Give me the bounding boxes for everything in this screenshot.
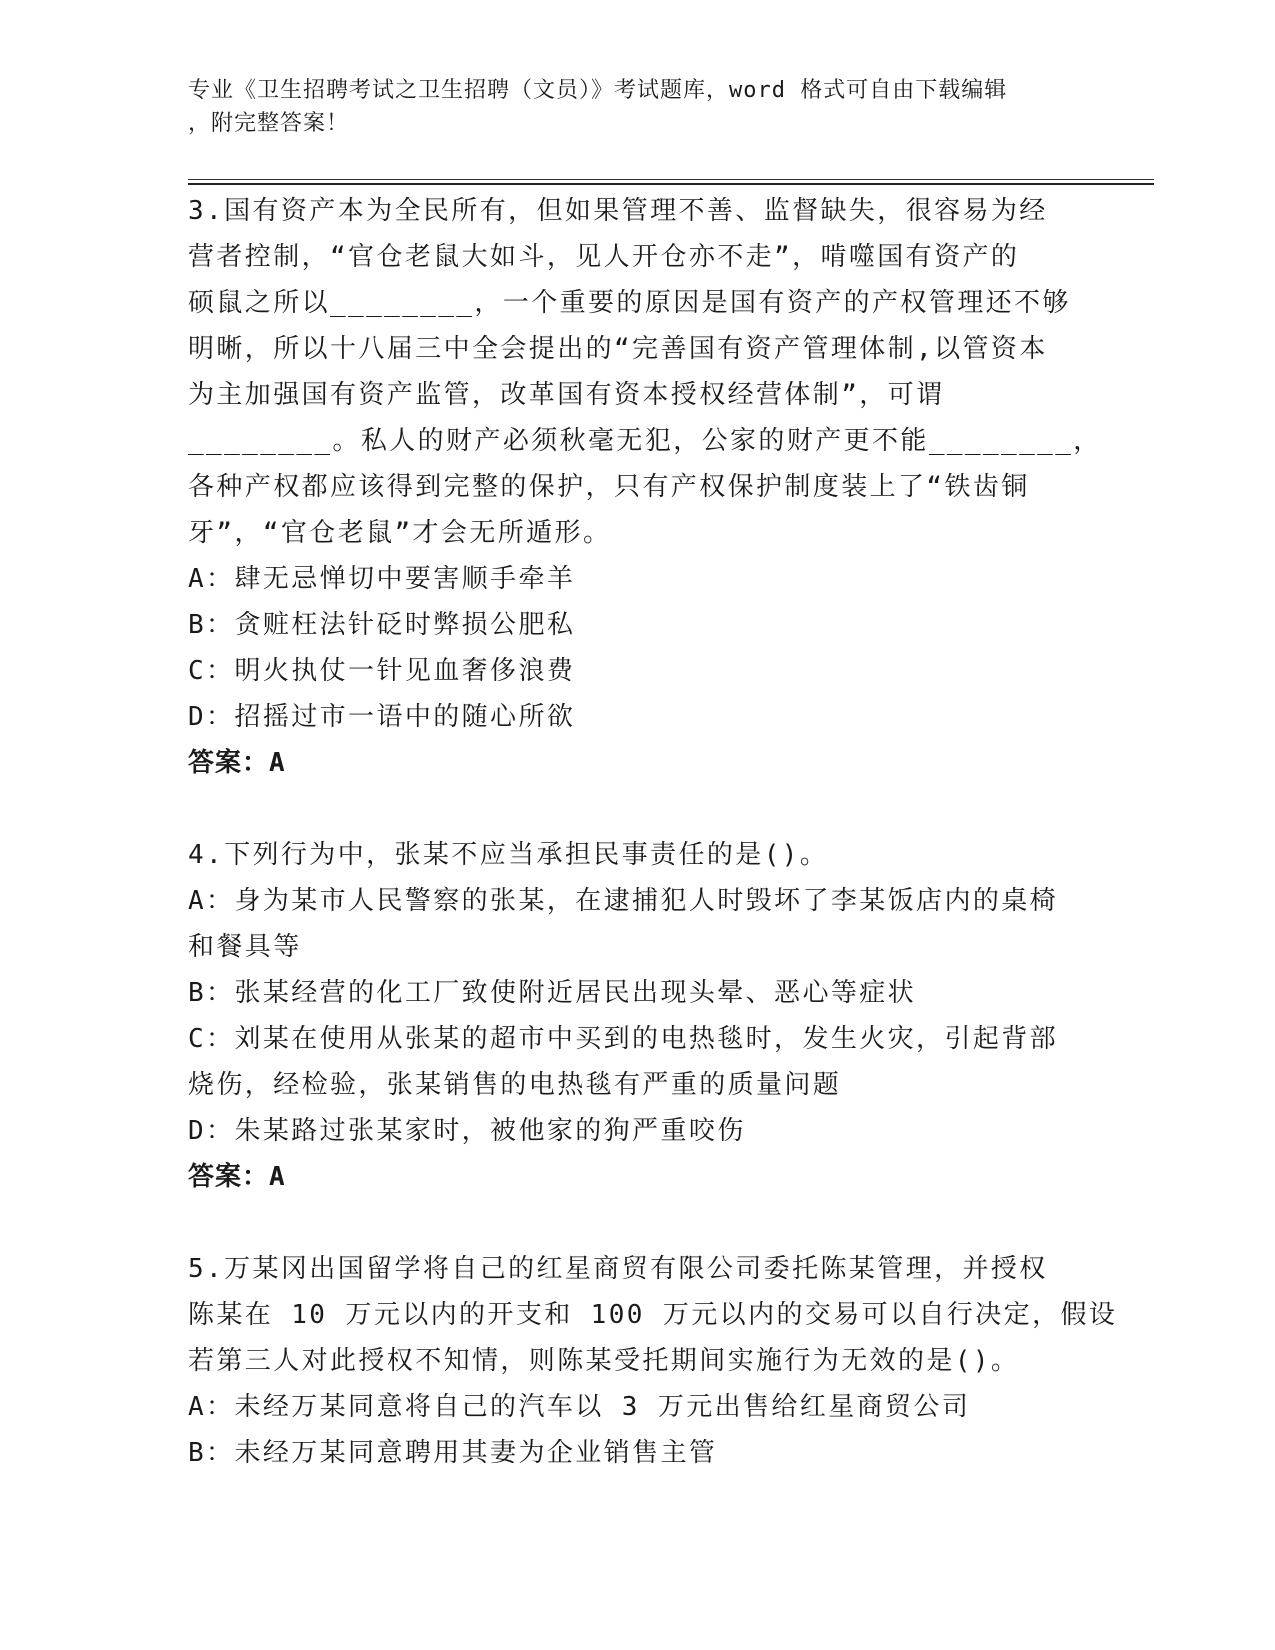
- question-text-line: 陈某在 10 万元以内的开支和 100 万元以内的交易可以自行决定，假设: [188, 1300, 1118, 1330]
- question-text-line: 牙”，“官仓老鼠”才会无所遁形。: [188, 518, 612, 548]
- option-b: B：张某经营的化工厂致使附近居民出现头晕、恶心等症状: [188, 978, 917, 1008]
- question-text-line: 各种产权都应该得到完整的保护，只有产权保护制度装上了“铁齿铜: [188, 472, 1030, 502]
- question-text-line: 硕鼠之所以________，一个重要的原因是国有资产的产权管理还不够: [188, 288, 1071, 318]
- option-d: D：朱某路过张某家时，被他家的狗严重咬伤: [188, 1116, 746, 1146]
- question-text-line: 为主加强国有资产监管，改革国有资本授权经营体制”，可谓: [188, 380, 945, 410]
- question-text-line: 明晰，所以十八届三中全会提出的“完善国有资产管理体制,以管资本: [188, 334, 1048, 364]
- header-divider-thick: [188, 183, 1154, 185]
- option-b: B：未经万某同意聘用其妻为企业销售主管: [188, 1438, 718, 1468]
- question-text-line: 若第三人对此授权不知情，则陈某受托期间实施行为无效的是()。: [188, 1346, 1020, 1376]
- option-a: A：肆无忌惮切中要害顺手牵羊: [188, 564, 576, 594]
- question-4: [188, 832, 1088, 1200]
- question-text-line: ________。私人的财产必须秋毫无犯，公家的财产更不能________，: [188, 426, 1102, 456]
- option-c: C：明火执仗一针见血奢侈浪费: [188, 656, 576, 686]
- question-3: [188, 188, 1102, 786]
- question-text-line: 5.万某冈出国留学将自己的红星商贸有限公司委托陈某管理，并授权: [188, 1254, 1048, 1284]
- question-5: [188, 1246, 1118, 1476]
- option-c: C：刘某在使用从张某的超市中买到的电热毯时，发生火灾，引起背部: [188, 1024, 1059, 1054]
- header-divider-thin: [188, 179, 1154, 180]
- document-header: [188, 74, 1088, 140]
- option-a: A：身为某市人民警察的张某，在逮捕犯人时毁坏了李某饭店内的桌椅: [188, 886, 1059, 916]
- option-c-continued: 烧伤，经检验，张某销售的电热毯有严重的质量问题: [188, 1070, 842, 1100]
- question-text-line: 4.下列行为中，张某不应当承担民事责任的是()。: [188, 840, 829, 870]
- header-line-2: ，附完整答案！: [188, 111, 350, 136]
- option-b: B：贪赃枉法针砭时弊损公肥私: [188, 610, 576, 640]
- header-line-1: 专业《卫生招聘考试之卫生招聘（文员）》考试题库，word 格式可自由下载编辑: [188, 78, 1008, 103]
- question-text-line: 营者控制，“官仓老鼠大如斗，见人开仓亦不走”，啃噬国有资产的: [188, 242, 1020, 272]
- option-d: D：招摇过市一语中的随心所欲: [188, 702, 576, 732]
- option-a: A：未经万某同意将自己的汽车以 3 万元出售给红星商贸公司: [188, 1392, 971, 1422]
- answer-line: 答案：A: [188, 1162, 286, 1192]
- question-text-line: 3.国有资产本为全民所有，但如果管理不善、监督缺失，很容易为经: [188, 196, 1048, 226]
- option-a-continued: 和餐具等: [188, 932, 302, 962]
- question-list: [188, 188, 1118, 1476]
- answer-line: 答案：A: [188, 748, 286, 778]
